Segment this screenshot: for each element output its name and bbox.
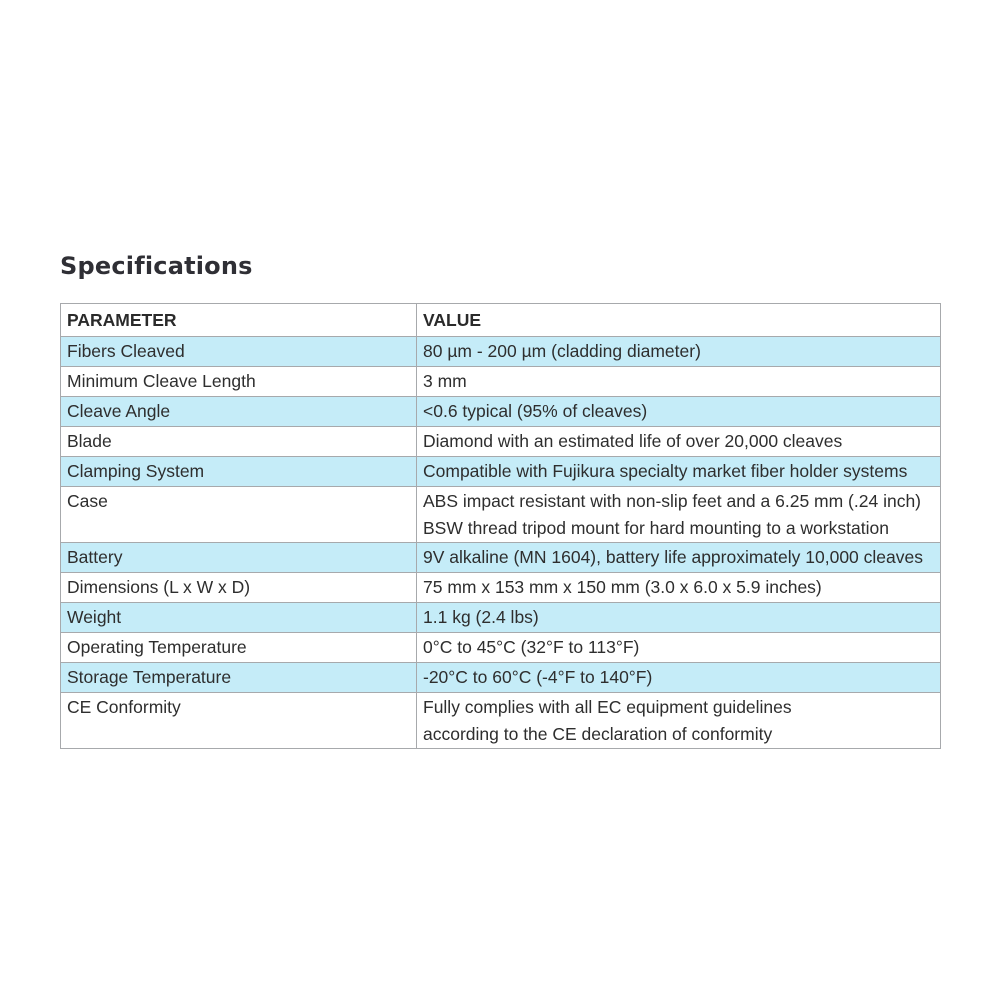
value-cell bbox=[417, 337, 941, 367]
value-line: 75 mm x 153 mm x 150 mm (3.0 x 6.0 x 5.9 inches) bbox=[423, 577, 822, 597]
value-line: <0.6 typical (95% of cleaves) bbox=[423, 401, 648, 421]
table-row bbox=[61, 487, 941, 543]
table-row bbox=[61, 543, 941, 573]
value-cell bbox=[417, 663, 941, 693]
value-cell bbox=[417, 367, 941, 397]
value-line: 1.1 kg (2.4 lbs) bbox=[423, 607, 539, 627]
parameter-cell: Minimum Cleave Length bbox=[61, 367, 417, 397]
table-row bbox=[61, 693, 941, 749]
parameter-cell: Battery bbox=[61, 543, 417, 573]
table-row bbox=[61, 397, 941, 427]
table-row bbox=[61, 603, 941, 633]
value-line: 0°C to 45°C (32°F to 113°F) bbox=[423, 637, 640, 657]
value-cell bbox=[417, 603, 941, 633]
parameter-cell: Blade bbox=[61, 427, 417, 457]
value-line: BSW thread tripod mount for hard mounting to a workstation bbox=[423, 518, 889, 538]
value-line: Fully complies with all EC equipment guidelines bbox=[423, 697, 792, 717]
value-line: -20°C to 60°C (-4°F to 140°F) bbox=[423, 667, 653, 687]
parameter-cell: Operating Temperature bbox=[61, 633, 417, 663]
parameter-cell: Case bbox=[61, 487, 417, 543]
value-line: 80 µm - 200 µm (cladding diameter) bbox=[423, 341, 701, 361]
parameter-cell: Cleave Angle bbox=[61, 397, 417, 427]
value-line: Diamond with an estimated life of over 20,000 cleaves bbox=[423, 431, 843, 451]
value-cell bbox=[417, 693, 941, 749]
value-line: ABS impact resistant with non-slip feet and a 6.25 mm (.24 inch) bbox=[423, 491, 922, 511]
table-row bbox=[61, 663, 941, 693]
table-row bbox=[61, 427, 941, 457]
table-row bbox=[61, 457, 941, 487]
parameter-cell: CE Conformity bbox=[61, 693, 417, 749]
value-cell bbox=[417, 573, 941, 603]
value-cell bbox=[417, 427, 941, 457]
value-cell bbox=[417, 633, 941, 663]
value-line: according to the CE declaration of conformity bbox=[423, 724, 773, 744]
table-row bbox=[61, 367, 941, 397]
value-cell bbox=[417, 397, 941, 427]
parameter-column-header: PARAMETER bbox=[61, 304, 417, 337]
value-line: Compatible with Fujikura specialty market fiber holder systems bbox=[423, 461, 908, 481]
specifications-table bbox=[60, 303, 941, 749]
value-cell bbox=[417, 543, 941, 573]
value-column-header: VALUE bbox=[417, 304, 941, 337]
parameter-cell: Weight bbox=[61, 603, 417, 633]
parameter-cell: Clamping System bbox=[61, 457, 417, 487]
value-line: 3 mm bbox=[423, 371, 467, 391]
table-row bbox=[61, 573, 941, 603]
parameter-cell: Dimensions (L x W x D) bbox=[61, 573, 417, 603]
parameter-cell: Storage Temperature bbox=[61, 663, 417, 693]
value-cell bbox=[417, 457, 941, 487]
parameter-cell: Fibers Cleaved bbox=[61, 337, 417, 367]
value-cell bbox=[417, 487, 941, 543]
table-row bbox=[61, 337, 941, 367]
table-row bbox=[61, 633, 941, 663]
table-header-row bbox=[61, 304, 941, 337]
page-title: Specifications bbox=[60, 252, 253, 280]
value-line: 9V alkaline (MN 1604), battery life approximately 10,000 cleaves bbox=[423, 547, 923, 567]
